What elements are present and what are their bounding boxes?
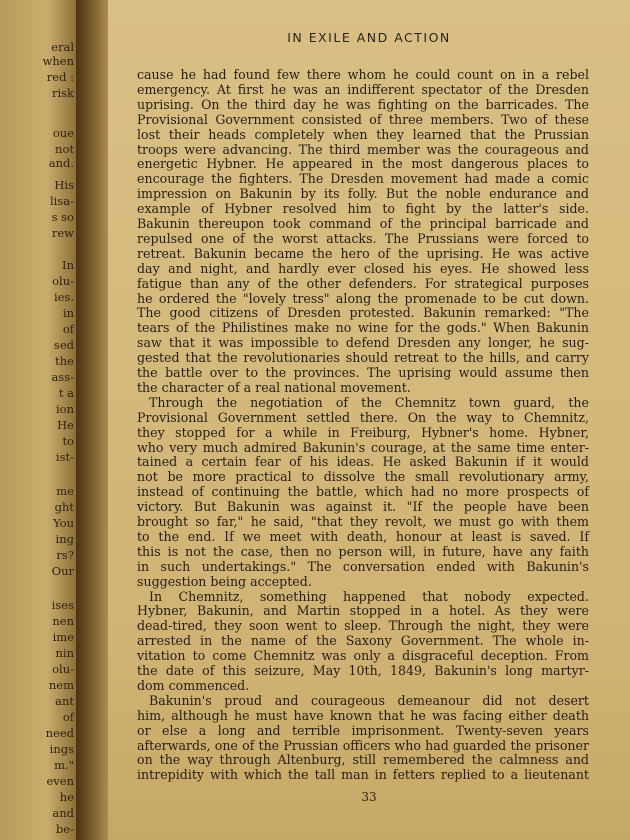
text-line: In Chemnitz, something happened that nobody expected. <box>149 588 589 604</box>
book-page <box>108 0 630 840</box>
facing-page-fragment: m." <box>54 758 74 772</box>
facing-page-edge <box>0 0 78 840</box>
facing-page-fragment: Our <box>51 564 74 578</box>
facing-page-fragment: nen <box>52 614 74 628</box>
facing-page-fragment: lisa- <box>50 194 74 208</box>
text-line: gested that the revolutionaries should retreat to the hills, and carry <box>137 350 589 366</box>
text-line: cause he had found few there whom he could count on in a rebel <box>137 67 589 82</box>
facing-page-fragment: You <box>53 516 74 530</box>
facing-page-fragment: risk <box>51 86 74 100</box>
facing-page-fragment: In <box>62 258 74 272</box>
text-line: tears of the Philistines make no wine for the gods." When Bakunin <box>137 320 589 336</box>
text-line: retreat. Bakunin became the hero of the uprising. He was active <box>137 245 589 261</box>
text-line: example of Hybner resolved him to fight by the latter's side. <box>137 201 589 217</box>
facing-page-fragment: ion <box>55 402 74 416</box>
text-line: they stopped for a while in Freiburg, Hybner's home. Hybner, <box>137 424 589 440</box>
facing-page-fragment: rs? <box>56 548 74 562</box>
facing-page-fragment: not <box>55 142 74 156</box>
facing-page-fragment: the <box>55 354 74 368</box>
text-line: encourage the fighters. The Dresden movement had made a comic <box>137 171 589 187</box>
text-line: arrested in the name of the Saxony Government. The whole in- <box>137 633 589 649</box>
facing-page-fragment: ant <box>55 694 74 708</box>
facing-page-fragment: ings <box>49 742 74 756</box>
text-line: troops were advancing. The third member was the courageous and <box>137 141 589 157</box>
text-line: vitation to come Chemnitz was only a disgraceful deception. From <box>137 648 589 664</box>
facing-page-fragment: in <box>62 306 74 320</box>
facing-page-fragment: eral <box>51 40 74 54</box>
text-line: lost their heads completely when they learned that the Prussian <box>137 126 589 142</box>
text-line: or else a long and terrible imprisonment. Twenty-seven years <box>137 722 589 738</box>
text-line: Provisional Government consisted of three members. Two of these <box>137 111 589 127</box>
text-line: afterwards, one of the Prussian officers who had guarded the prisoner <box>137 737 589 753</box>
facing-page-fragment: me <box>56 484 74 498</box>
facing-page-fragment: olu- <box>52 662 74 676</box>
facing-page-fragment: and. <box>48 156 74 170</box>
text-line: tained a certain fear of his ideas. He asked Bakunin if it would <box>137 454 589 470</box>
text-line: impression on Bakunin by its folly. But the noble endurance and <box>137 186 589 202</box>
facing-page-fragment: oue <box>52 126 74 140</box>
text-line: Bakunin thereupon took command of the principal barricade and <box>137 216 589 231</box>
text-line: fatigue than any of the other defenders. For strategical purposes <box>137 275 589 291</box>
text-line: the character of a real national movement. <box>137 379 411 395</box>
text-line: not be more practical to dissolve the small revolutionary army, <box>137 469 589 485</box>
facing-page-fragment: he <box>59 790 74 804</box>
text-line: emergency. At first he was an indifferent spectator of the Dresden <box>137 81 589 97</box>
facing-page-fragment: to <box>62 434 74 448</box>
facing-page-fragment: ime <box>52 630 74 644</box>
text-line: intrepidity with which the tall man in fetters replied to a lieutenant <box>137 767 589 783</box>
facing-page-fragment: rew <box>51 226 74 240</box>
text-line: Bakunin's proud and courageous demeanour did not desert <box>149 692 589 708</box>
facing-page-fragment: ises <box>51 598 74 612</box>
facing-page-fragment: and <box>52 806 74 820</box>
text-line: dom commenced. <box>137 677 250 693</box>
facing-page-fragment: ght <box>54 500 74 514</box>
text-line: repulsed one of the worst attacks. The Prussians were forced to <box>137 230 589 246</box>
text-line: this is not the case, then no person will, in future, have any faith <box>137 543 589 559</box>
text-line: energetic Hybner. He appeared in the most dangerous places to <box>137 156 589 172</box>
facing-page-fragment: be- <box>55 822 74 836</box>
facing-page-fragment: red : <box>46 70 74 84</box>
text-line: dead-tired, they soon went to sleep. Through the night, they were <box>137 618 589 634</box>
text-line: Hybner, Bakunin, and Martin stopped in a hotel. As they were <box>137 603 589 619</box>
text-line: him, although he must have known that he was facing either death <box>137 707 589 723</box>
running-head: IN EXILE AND ACTION <box>287 30 451 45</box>
facing-page-fragment: nem <box>48 678 74 692</box>
text-line: on the way through Altenburg, still remembered the calmness and <box>137 752 589 768</box>
text-line: day and night, and hardly ever closed his eyes. He showed less <box>137 260 589 276</box>
text-line: the date of this seizure, May 10th, 1849, Bakunin's long martyr- <box>137 663 589 678</box>
text-line: to the end. If we meet with death, honour at least is saved. If <box>137 528 589 544</box>
text-line: who very much admired Bakunin's courage, at the same time enter- <box>137 439 589 455</box>
text-line: the battle over to the provinces. The uprising would assume then <box>137 365 589 380</box>
text-line: brought so far," he said, "that they revolt, we must go with them <box>137 514 589 529</box>
facing-page-fragment: olu- <box>52 274 74 288</box>
facing-page-fragment: ist- <box>55 450 74 464</box>
text-line: Through the negotiation of the Chemnitz town guard, the <box>149 394 589 410</box>
facing-page-fragment: ies. <box>53 290 74 304</box>
facing-page-fragment: sed <box>53 338 74 352</box>
facing-page-fragment: of <box>62 710 74 724</box>
facing-page-fragment: ing <box>55 532 74 546</box>
text-line: Provisional Government settled there. On the way to Chemnitz, <box>137 409 589 425</box>
text-line: The good citizens of Dresden protested. Bakunin remarked: "The <box>137 305 589 321</box>
facing-page-fragment: He <box>57 418 74 432</box>
text-line: victory. But Bakunin was against it. "If the people have been <box>137 499 589 515</box>
facing-page-fragment: t a <box>58 386 74 400</box>
text-line: he ordered the "lovely tress" along the promenade to be cut down. <box>137 290 589 306</box>
facing-page-fragment: s so <box>51 210 74 224</box>
facing-page-fragment: even <box>46 774 74 788</box>
facing-page-fragment: when <box>42 54 74 68</box>
text-line: instead of continuing the battle, which had no more prospects of <box>137 484 589 500</box>
facing-page-fragment: ass- <box>51 370 74 384</box>
page-number: 33 <box>361 790 377 804</box>
facing-page-fragment: need <box>45 726 74 740</box>
facing-page-fragment: of <box>62 322 74 336</box>
facing-page-fragment: nin <box>55 646 74 660</box>
text-line: suggestion being accepted. <box>137 573 312 589</box>
text-line: uprising. On the third day he was fighting on the barricades. The <box>137 96 589 112</box>
facing-page-fragment: His <box>54 178 74 192</box>
book-gutter <box>76 0 112 840</box>
text-line: in such undertakings." The conversation ended with Bakunin's <box>137 558 589 574</box>
text-line: saw that it was impossible to defend Dresden any longer, he sug- <box>137 335 589 351</box>
